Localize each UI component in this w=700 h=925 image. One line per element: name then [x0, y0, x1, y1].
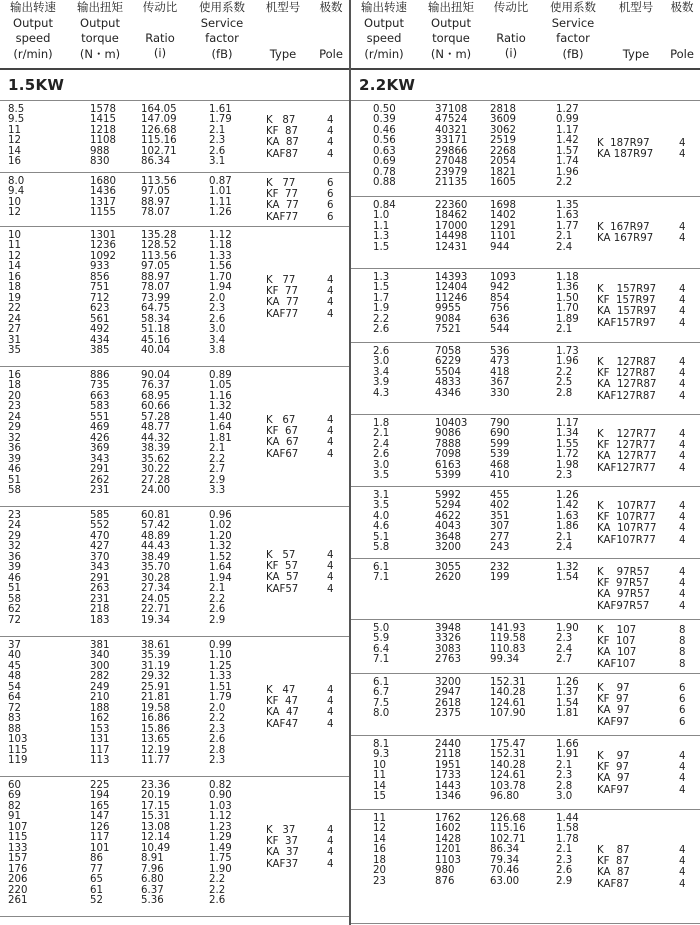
model-type-col: K 77 KF 77 KA 77 KAF77 [266, 275, 299, 320]
header-ratio: 传动比 Ratio (i) [142, 0, 178, 60]
header-pole: 极数 Pole [319, 0, 343, 61]
model-group [0, 637, 349, 777]
ratio-col: 38.61 35.39 31.19 29.32 25.91 21.81 19.58 16.86 15.86 13.65 12.19 11.77 [141, 640, 171, 766]
torque-col: 14393 12404 11246 9955 9084 7521 [435, 272, 468, 336]
torque-col: 1680 1436 1317 1155 [90, 176, 116, 219]
model-type-col: K 67 KF 67 KA 67 KAF67 [266, 415, 299, 460]
model-type-col: K 87 KF 87 KA 87 KAF87 [597, 845, 630, 890]
model-type-col: K 97 KF 97 KA 97 KAF97 [597, 751, 630, 796]
model-type-col: K 127R87 KF 127R87 KA 127R87 KAF127R87 [597, 357, 657, 402]
torque-col: 7058 6229 5504 4833 4346 [435, 346, 461, 399]
speed-col: 8.5 9.5 11 12 14 16 [8, 104, 25, 168]
left-panel [0, 0, 349, 917]
service-factor-col: 0.99 1.10 1.25 1.33 1.51 1.79 2.0 2.2 2.3 2.6 2.8 2.3 [209, 640, 232, 766]
speed-col: 10 11 12 14 16 18 19 22 24 27 31 35 [8, 230, 21, 356]
speed-col: 3.1 3.5 4.0 4.6 5.1 5.8 [373, 490, 390, 554]
service-factor-col: 1.26 1.37 1.54 1.81 [556, 677, 579, 720]
power-title: 1.5KW [0, 70, 349, 101]
pole-col: 4 4 4 4 [327, 415, 334, 460]
header-ratio: 传动比 Ratio (i) [493, 0, 529, 60]
pole-col: 4 4 4 4 [679, 751, 686, 796]
pole-col: 4 4 [679, 138, 686, 161]
ratio-col: 126.68 115.16 102.71 86.34 79.34 70.46 63.00 [490, 813, 526, 887]
service-factor-col: 1.35 1.63 1.77 2.1 2.4 [556, 200, 579, 253]
model-group [0, 507, 349, 637]
model-groups [351, 101, 700, 924]
torque-col: 3948 3326 3083 2763 [435, 623, 461, 666]
pole-col: 4 4 4 4 [679, 429, 686, 474]
header-service-factor: 使用系数 Service factor (fB) [550, 0, 596, 61]
speed-col: 1.3 1.5 1.7 1.9 2.2 2.6 [373, 272, 390, 336]
speed-col: 6.1 7.1 [373, 562, 390, 584]
pole-col: 4 4 4 4 [679, 284, 686, 329]
speed-col: 11 12 14 16 18 20 23 [373, 813, 386, 887]
ratio-col: 455 402 351 307 277 243 [490, 490, 510, 554]
model-group [351, 197, 700, 269]
speed-col: 6.1 6.7 7.5 8.0 [373, 677, 390, 720]
speed-col: 0.50 0.39 0.46 0.56 0.63 0.69 0.78 0.88 [373, 104, 396, 189]
service-factor-col: 1.44 1.58 1.78 2.1 2.3 2.6 2.9 [556, 813, 579, 887]
speed-col: 0.84 1.0 1.1 1.3 1.5 [373, 200, 396, 253]
model-group [351, 810, 700, 924]
header-service-factor: 使用系数 Service factor (fB) [199, 0, 245, 61]
pole-col: 4 4 4 4 [327, 275, 334, 320]
speed-col: 8.0 9.4 10 12 [8, 176, 25, 219]
service-factor-col: 0.87 1.01 1.11 1.26 [209, 176, 232, 219]
pole-col: 6 6 6 6 [679, 683, 686, 728]
model-group [351, 415, 700, 487]
model-group [351, 674, 700, 736]
torque-col: 381 340 300 282 249 210 188 162 153 131 117 113 [90, 640, 110, 766]
speed-col: 16 18 20 23 24 29 32 36 39 46 51 58 [8, 370, 21, 496]
ratio-col: 164.05 147.09 126.68 115.16 102.71 86.34 [141, 104, 177, 168]
pole-col: 4 4 4 4 [327, 825, 334, 870]
header-type: 机型号 Type [265, 0, 301, 61]
model-type-col: K 127R77 KF 127R77 KA 127R77 KAF127R77 [597, 429, 657, 474]
ratio-col: 135.28 128.52 113.56 97.05 88.97 78.07 73.99 64.75 58.34 51.18 45.16 40.04 [141, 230, 177, 356]
model-type-col: K 167R97 KA 167R97 [597, 222, 654, 245]
model-type-col: K 97 KF 97 KA 97 KAF97 [597, 683, 630, 728]
model-group [351, 736, 700, 810]
ratio-col: 232 199 [490, 562, 510, 584]
service-factor-col: 1.32 1.54 [556, 562, 579, 584]
torque-col: 3055 2620 [435, 562, 461, 584]
ratio-col: 175.47 152.31 140.28 124.61 103.78 96.80 [490, 739, 526, 803]
speed-col: 8.1 9.3 10 11 14 15 [373, 739, 390, 803]
ratio-col: 1698 1402 1291 1101 944 [490, 200, 516, 253]
ratio-col: 790 690 599 539 468 410 [490, 418, 510, 482]
speed-col: 1.8 2.1 2.4 2.6 3.0 3.5 [373, 418, 390, 482]
ratio-col: 90.04 76.37 68.95 60.66 57.28 48.77 44.32 38.39 35.62 30.22 27.28 24.00 [141, 370, 171, 496]
model-type-col: K 77 KF 77 KA 77 KAF77 [266, 178, 299, 223]
pole-col: 4 4 [679, 222, 686, 245]
model-group [0, 101, 349, 173]
service-factor-col: 1.12 1.18 1.33 1.56 1.70 1.94 2.0 2.3 2.6 3.0 3.4 3.8 [209, 230, 232, 356]
model-group [351, 559, 700, 620]
header-speed: 输出转速 Output speed (r/min) [10, 0, 56, 61]
torque-col: 1301 1236 1092 933 856 751 712 623 561 492 434 385 [90, 230, 116, 356]
model-type-col: K 157R97 KF 157R97 KA 157R97 KAF157R97 [597, 284, 657, 329]
torque-col: 5992 5294 4622 4043 3648 3200 [435, 490, 461, 554]
pole-col: 4 4 4 4 [679, 567, 686, 612]
model-type-col: K 107 KF 107 KA 107 KAF107 [597, 625, 637, 670]
pole-col: 6 6 6 6 [327, 178, 334, 223]
header-torque: 输出扭矩 Output torque (N・m) [77, 0, 123, 61]
model-type-col: K 97R57 KF 97R57 KA 97R57 KAF97R57 [597, 567, 650, 612]
model-group [0, 367, 349, 507]
service-factor-col: 1.27 0.99 1.17 1.42 1.57 1.74 1.96 2.2 [556, 104, 579, 189]
model-group [351, 269, 700, 343]
model-group [0, 777, 349, 917]
service-factor-col: 1.17 1.34 1.55 1.72 1.98 2.3 [556, 418, 579, 482]
service-factor-col: 1.90 2.3 2.4 2.7 [556, 623, 579, 666]
pole-col: 4 4 4 4 [327, 115, 334, 160]
service-factor-col: 0.82 0.90 1.03 1.12 1.23 1.29 1.49 1.75 1.90 2.2 2.2 2.6 [209, 780, 232, 906]
model-type-col: K 37 KF 37 KA 37 KAF37 [266, 825, 299, 870]
model-type-col: K 47 KF 47 KA 47 KAF47 [266, 685, 299, 730]
service-factor-col: 1.66 1.91 2.1 2.3 2.8 3.0 [556, 739, 579, 803]
service-factor-col: 1.61 1.79 2.1 2.3 2.6 3.1 [209, 104, 232, 168]
header-torque: 输出扭矩 Output torque (N・m) [428, 0, 474, 61]
ratio-col: 1093 942 854 756 636 544 [490, 272, 516, 336]
torque-col: 886 735 663 583 551 469 426 369 343 291 262 231 [90, 370, 110, 496]
power-title: 2.2KW [351, 70, 700, 101]
header-pole: 极数 Pole [670, 0, 694, 61]
pole-col: 4 4 4 4 [679, 845, 686, 890]
model-group [0, 227, 349, 367]
model-type-col: K 87 KF 87 KA 87 KAF87 [266, 115, 299, 160]
header-speed: 输出转速 Output speed (r/min) [361, 0, 407, 61]
model-group [351, 620, 700, 674]
model-type-col: K 107R77 KF 107R77 KA 107R77 KAF107R77 [597, 501, 657, 546]
pole-col: 8 8 8 8 [679, 625, 686, 670]
ratio-col: 536 473 418 367 330 [490, 346, 510, 399]
ratio-col: 113.56 97.05 88.97 78.07 [141, 176, 177, 219]
service-factor-col: 0.89 1.05 1.16 1.32 1.40 1.64 1.81 2.1 2.2 2.7 2.9 3.3 [209, 370, 232, 496]
model-type-col: K 187R97 KA 187R97 [597, 138, 654, 161]
model-group [351, 343, 700, 415]
torque-col: 585 552 470 427 370 343 291 263 231 218 183 [90, 510, 110, 626]
service-factor-col: 1.73 1.96 2.2 2.5 2.8 [556, 346, 579, 399]
ratio-col: 2818 3609 3062 2519 2268 2054 1821 1605 [490, 104, 516, 189]
pole-col: 4 4 4 4 [679, 357, 686, 402]
ratio-col: 152.31 140.28 124.61 107.90 [490, 677, 526, 720]
torque-col: 37108 47524 40321 33171 29866 27048 23979 21135 [435, 104, 468, 189]
service-factor-col: 1.26 1.42 1.63 1.86 2.1 2.4 [556, 490, 579, 554]
model-group [351, 101, 700, 197]
table-header [351, 0, 700, 70]
speed-col: 37 40 45 48 54 64 72 83 88 103 115 119 [8, 640, 28, 766]
ratio-col: 23.36 20.19 17.15 15.31 13.08 12.14 10.49 8.91 7.96 6.80 6.37 5.36 [141, 780, 171, 906]
torque-col: 1762 1602 1428 1201 1103 980 876 [435, 813, 461, 887]
ratio-col: 60.81 57.42 48.89 44.43 38.49 35.70 30.28 27.34 24.05 22.71 19.34 [141, 510, 171, 626]
ratio-col: 141.93 119.58 110.83 99.34 [490, 623, 526, 666]
table-header [0, 0, 349, 70]
torque-col: 22360 18462 17000 14498 12431 [435, 200, 468, 253]
torque-col: 2440 2118 1951 1733 1443 1346 [435, 739, 461, 803]
torque-col: 225 194 165 147 126 117 101 86 77 65 61 52 [90, 780, 110, 906]
pole-col: 4 4 4 4 [679, 501, 686, 546]
torque-col: 1578 1415 1218 1108 988 830 [90, 104, 116, 168]
right-panel [351, 0, 700, 924]
model-type-col: K 57 KF 57 KA 57 KAF57 [266, 550, 299, 595]
pole-col: 4 4 4 4 [327, 550, 334, 595]
header-type: 机型号 Type [618, 0, 654, 61]
service-factor-col: 0.96 1.02 1.20 1.32 1.52 1.64 1.94 2.1 2.2 2.6 2.9 [209, 510, 232, 626]
torque-col: 3200 2947 2618 2375 [435, 677, 461, 720]
torque-col: 10403 9086 7888 7098 6163 5399 [435, 418, 468, 482]
speed-col: 5.0 5.9 6.4 7.1 [373, 623, 390, 666]
model-group [0, 173, 349, 227]
model-group [351, 487, 700, 559]
speed-col: 60 69 82 91 107 115 133 157 176 206 220 261 [8, 780, 28, 906]
speed-col: 2.6 3.0 3.4 3.9 4.3 [373, 346, 390, 399]
pole-col: 4 4 4 4 [327, 685, 334, 730]
speed-col: 23 24 29 32 36 39 46 51 58 62 72 [8, 510, 21, 626]
model-groups [0, 101, 349, 917]
service-factor-col: 1.18 1.36 1.50 1.70 1.89 2.1 [556, 272, 579, 336]
